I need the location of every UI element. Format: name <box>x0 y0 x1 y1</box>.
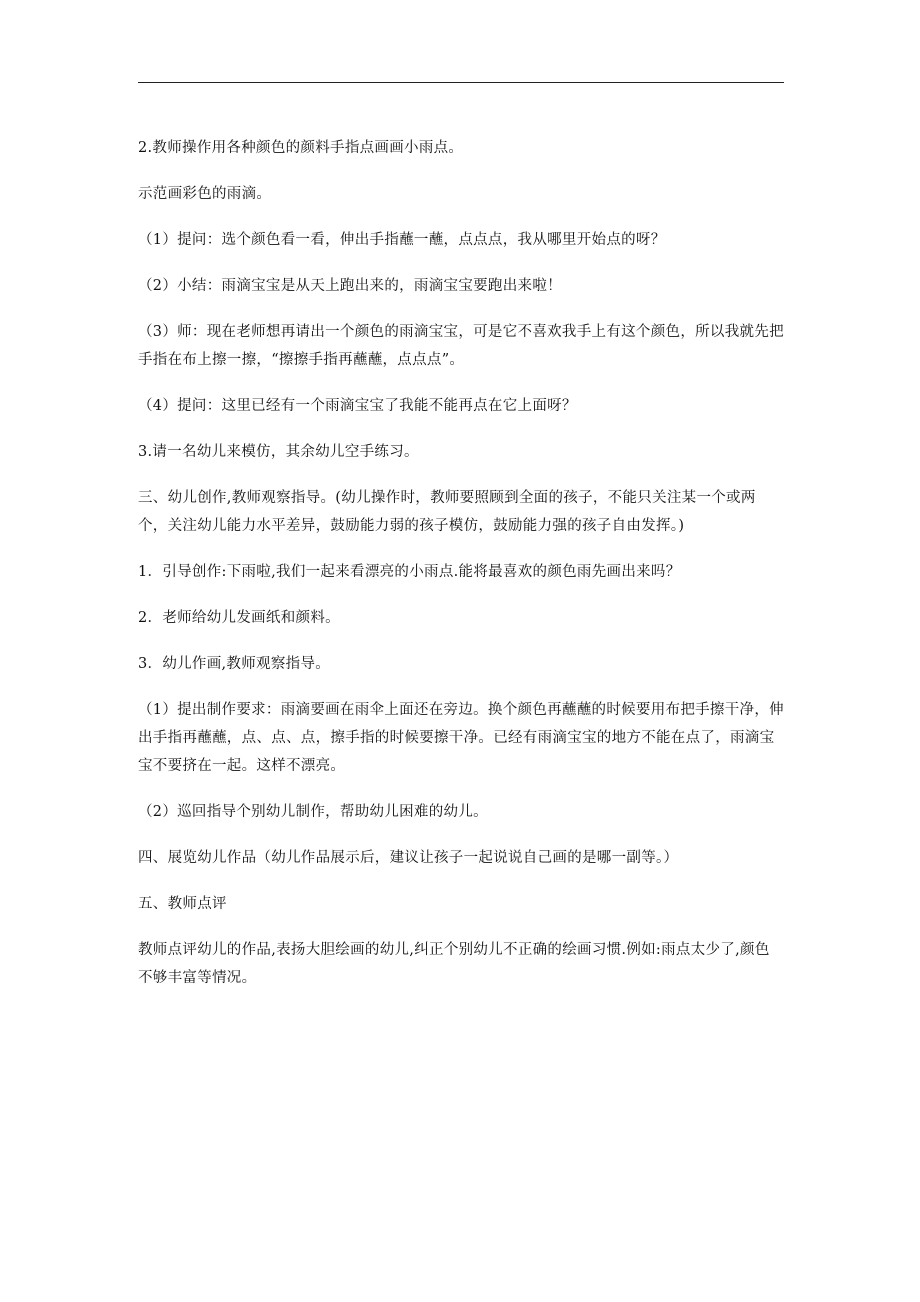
paragraph-teacher-3: （3）师：现在老师想再请出一个颜色的雨滴宝宝，可是它不喜欢我手上有这个颜色，所以我就先把手指在布上擦一擦，“擦擦手指再蘸蘸，点点点”。 <box>138 324 784 368</box>
document-body <box>138 134 784 1010</box>
section-heading-3-creation: 三、幼儿创作,教师观察指导。(幼儿操作时，教师要照顾到全面的孩子，不能只关注某一个或两个，关注幼儿能力水平差异，鼓励能力弱的孩子模仿，鼓励能力强的孩子自由发挥。) <box>138 490 756 534</box>
paragraph-requirements-1: （1）提出制作要求：雨滴要画在雨伞上面还在旁边。换个颜色再蘸蘸的时候要用布把手擦干净，伸出手指再蘸蘸，点、点、点，擦手指的时候要擦干净。已经有雨滴宝宝的地方不能在点了，雨滴宝宝不要挤在一起。这样不漂亮。 <box>138 702 784 774</box>
paragraph-teacher-review: 教师点评幼儿的作品,表扬大胆绘画的幼儿,纠正个别幼儿不正确的绘画习惯.例如:雨点太少了,颜色不够丰富等情况。 <box>138 942 770 986</box>
paragraph-step-3-imitate: 3.请一名幼儿来模仿，其余幼儿空手练习。 <box>138 444 419 460</box>
paragraph-tour-guidance-2: （2）巡回指导个别幼儿制作，帮助幼儿困难的幼儿。 <box>138 804 488 820</box>
header-rule <box>138 82 784 83</box>
paragraph-guide-creation: 1．引导创作:下雨啦,我们一起来看漂亮的小雨点.能将最喜欢的颜色雨先画出来吗？ <box>138 564 681 580</box>
paragraph-children-paint: 3．幼儿作画,教师观察指导。 <box>138 656 331 672</box>
section-heading-5-review: 五、教师点评 <box>138 896 227 912</box>
paragraph-summary-2: （2）小结：雨滴宝宝是从天上跑出来的，雨滴宝宝要跑出来啦！ <box>138 278 562 294</box>
section-heading-4-exhibition: 四、展览幼儿作品（幼儿作品展示后，建议让孩子一起说说自己画的是哪一副等。） <box>138 850 679 866</box>
paragraph-hand-out-materials: 2．老师给幼儿发画纸和颜料。 <box>138 610 340 626</box>
paragraph-step-2-teacher-demo: 2.教师操作用各种颜色的颜料手指点画画小雨点。 <box>138 140 464 156</box>
paragraph-question-1: （1）提问：选个颜色看一看，伸出手指蘸一蘸，点点点，我从哪里开始点的呀？ <box>138 232 666 248</box>
paragraph-demo-colored-drops: 示范画彩色的雨滴。 <box>138 186 272 202</box>
paragraph-question-4: （4）提问：这里已经有一个雨滴宝宝了我能不能再点在它上面呀？ <box>138 398 577 414</box>
